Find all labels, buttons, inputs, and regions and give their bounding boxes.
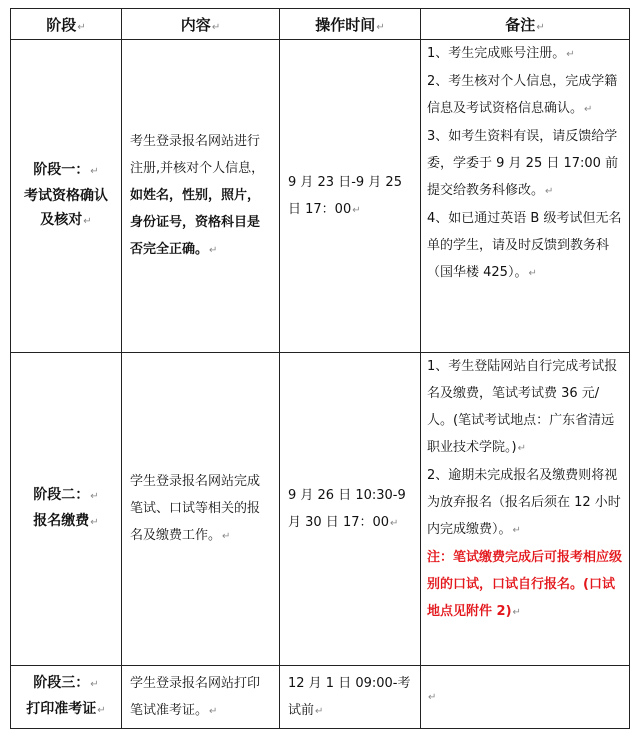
note-item: 4、如已通过英语 B 级考试但无名单的学生，请及时反馈到教务科（国华楼 425）。↵ [427, 211, 622, 280]
note-item: 2、逾期未完成报名及缴费则将视为放弃报名（报名后须在 12 小时内完成缴费）。↵ [427, 468, 621, 537]
content-cell: 学生登录报名网站打印笔试准考证。↵ [122, 666, 280, 729]
time-cell: 12 月 1 日 09:00-考试前↵ [280, 666, 421, 729]
exam-schedule-table [10, 8, 630, 729]
notes-cell: ↵ [421, 666, 630, 729]
header-row [11, 9, 630, 40]
time-cell: 9 月 26 日 10:30-9 月 30 日 17：00↵ [280, 353, 421, 666]
header-content: 内容↵ [122, 9, 280, 40]
notes-cell [421, 40, 630, 353]
time-cell: 9 月 23 日-9 月 25 日 17：00↵ [280, 40, 421, 353]
table-row [11, 666, 630, 729]
note-item: 1、考生登陆网站自行完成考试报名及缴费，笔试考试费 36 元/人。(笔试考试地点：广东省清远职业技术学院。)↵ [427, 359, 618, 455]
stage-cell: 阶段三：↵ 打印准考证↵ [11, 666, 122, 729]
stage-cell: 阶段一：↵ 考试资格确认 及核对↵ [11, 40, 122, 353]
note-item: 2、考生核对个人信息，完成学籍信息及考试资格信息确认。↵ [427, 74, 618, 116]
table-row [11, 353, 630, 666]
stage-cell: 阶段二：↵ 报名缴费↵ [11, 353, 122, 666]
header-stage: 阶段↵ [11, 9, 122, 40]
note-warning: 注：笔试缴费完成后可报考相应级别的口试，口试自行报名。(口试地点见附件 2)↵ [427, 550, 623, 619]
header-notes: 备注↵ [421, 9, 630, 40]
note-item: 3、如考生资料有误，请反馈给学委，学委于 9 月 25 日 17:00 前提交给教务科修改。↵ [427, 129, 619, 198]
content-cell: 学生登录报名网站完成笔试、口试等相关的报名及缴费工作。↵ [122, 353, 280, 666]
notes-cell [421, 353, 630, 666]
header-time: 操作时间↵ [280, 9, 421, 40]
table-row [11, 40, 630, 353]
content-cell: 考生登录报名网站进行注册,并核对个人信息，如姓名，性别，照片，身份证号，资格科目是否完全正确。↵ [122, 40, 280, 353]
note-item: 1、考生完成账号注册。↵ [427, 46, 575, 61]
